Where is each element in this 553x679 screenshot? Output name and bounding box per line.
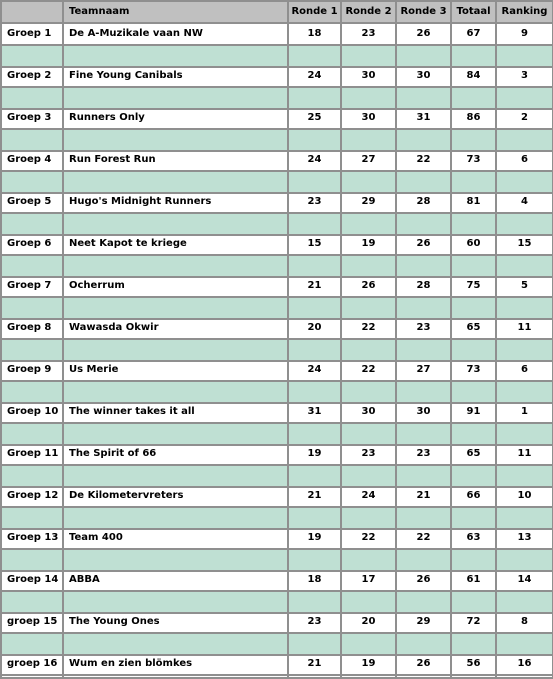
ronde-2-cell: 19 bbox=[361, 658, 376, 669]
ranking-cell: 8 bbox=[521, 616, 528, 627]
grid-line bbox=[0, 548, 553, 550]
ranking-cell: 14 bbox=[517, 574, 532, 585]
spacer-row bbox=[0, 298, 553, 318]
ranking-cell: 1 bbox=[521, 406, 528, 417]
grid-line bbox=[0, 380, 553, 382]
ranking-cell: 15 bbox=[517, 238, 532, 249]
ronde-1-cell: 20 bbox=[307, 322, 322, 333]
header-corner bbox=[2, 2, 62, 22]
ranking-cell: 6 bbox=[521, 364, 528, 375]
team-name-cell: Neet Kapot te kriege bbox=[69, 238, 187, 249]
ronde-1-cell: 18 bbox=[307, 574, 322, 585]
ronde-3-cell: 31 bbox=[416, 112, 431, 123]
group-cell: Groep 7 bbox=[7, 280, 52, 291]
totaal-cell: 84 bbox=[466, 70, 481, 81]
team-name-cell: De Kilometervreters bbox=[69, 490, 184, 501]
spacer-row bbox=[0, 130, 553, 150]
totaal-cell: 65 bbox=[466, 448, 481, 459]
ronde-2-cell: 24 bbox=[361, 490, 376, 501]
grid-line bbox=[0, 44, 553, 46]
ronde-3-cell: 26 bbox=[416, 574, 431, 585]
totaal-cell: 91 bbox=[466, 406, 481, 417]
ronde-1-cell: 24 bbox=[307, 70, 322, 81]
group-cell: groep 16 bbox=[7, 658, 58, 669]
spacer-row bbox=[0, 382, 553, 402]
ronde-2-cell: 22 bbox=[361, 322, 376, 333]
ronde-3-cell: 30 bbox=[416, 406, 431, 417]
spacer-row bbox=[0, 592, 553, 612]
ronde-1-cell: 15 bbox=[307, 238, 322, 249]
grid-line bbox=[0, 422, 553, 424]
group-cell: Groep 11 bbox=[7, 448, 59, 459]
ronde-1-cell: 21 bbox=[307, 658, 322, 669]
spacer-row bbox=[0, 88, 553, 108]
ronde-3-cell: 28 bbox=[416, 196, 431, 207]
team-name-cell: Team 400 bbox=[69, 532, 123, 543]
ronde-2-cell: 29 bbox=[361, 196, 376, 207]
header-ranking: Ranking bbox=[501, 6, 548, 17]
header-ronde-2: Ronde 2 bbox=[345, 6, 392, 17]
group-cell: Groep 6 bbox=[7, 238, 52, 249]
ronde-1-cell: 25 bbox=[307, 112, 322, 123]
grid-line bbox=[0, 254, 553, 256]
group-cell: Groep 5 bbox=[7, 196, 52, 207]
grid-line bbox=[0, 86, 553, 88]
team-name-cell: ABBA bbox=[69, 574, 100, 585]
ronde-3-cell: 21 bbox=[416, 490, 431, 501]
group-cell: Groep 3 bbox=[7, 112, 52, 123]
totaal-cell: 67 bbox=[466, 28, 481, 39]
totaal-cell: 66 bbox=[466, 490, 481, 501]
spacer-row bbox=[0, 214, 553, 234]
ronde-2-cell: 20 bbox=[361, 616, 376, 627]
group-cell: Groep 13 bbox=[7, 532, 59, 543]
ronde-1-cell: 23 bbox=[307, 196, 322, 207]
ranking-cell: 6 bbox=[521, 154, 528, 165]
ronde-1-cell: 21 bbox=[307, 280, 322, 291]
ronde-3-cell: 29 bbox=[416, 616, 431, 627]
ronde-2-cell: 17 bbox=[361, 574, 376, 585]
ronde-2-cell: 22 bbox=[361, 532, 376, 543]
ronde-3-cell: 26 bbox=[416, 658, 431, 669]
ranking-cell: 11 bbox=[517, 448, 532, 459]
header-totaal: Totaal bbox=[456, 6, 491, 17]
ronde-3-cell: 22 bbox=[416, 154, 431, 165]
ronde-1-cell: 24 bbox=[307, 154, 322, 165]
group-cell: Groep 14 bbox=[7, 574, 59, 585]
group-cell: Groep 12 bbox=[7, 490, 59, 501]
group-cell: Groep 2 bbox=[7, 70, 52, 81]
ronde-2-cell: 19 bbox=[361, 238, 376, 249]
totaal-cell: 60 bbox=[466, 238, 481, 249]
spacer-row bbox=[0, 634, 553, 654]
ronde-2-cell: 22 bbox=[361, 364, 376, 375]
ranking-cell: 11 bbox=[517, 322, 532, 333]
ranking-cell: 5 bbox=[521, 280, 528, 291]
group-cell: groep 15 bbox=[7, 616, 58, 627]
grid-line bbox=[0, 296, 553, 298]
ronde-3-cell: 27 bbox=[416, 364, 431, 375]
ronde-1-cell: 19 bbox=[307, 448, 322, 459]
team-name-cell: Ocherrum bbox=[69, 280, 125, 291]
ronde-3-cell: 28 bbox=[416, 280, 431, 291]
team-name-cell: The Spirit of 66 bbox=[69, 448, 157, 459]
grid-line bbox=[0, 128, 553, 130]
group-cell: Groep 9 bbox=[7, 364, 52, 375]
spacer-row bbox=[0, 340, 553, 360]
totaal-cell: 61 bbox=[466, 574, 481, 585]
team-name-cell: Hugo's Midnight Runners bbox=[69, 196, 212, 207]
spacer-row bbox=[0, 550, 553, 570]
ronde-3-cell: 26 bbox=[416, 238, 431, 249]
ronde-2-cell: 30 bbox=[361, 406, 376, 417]
header-ronde-1: Ronde 1 bbox=[291, 6, 338, 17]
grid-line bbox=[0, 338, 553, 340]
team-name-cell: Us Merie bbox=[69, 364, 119, 375]
totaal-cell: 73 bbox=[466, 154, 481, 165]
totaal-cell: 65 bbox=[466, 322, 481, 333]
grid-line bbox=[0, 590, 553, 592]
team-name-cell: De A-Muzikale vaan NW bbox=[69, 28, 203, 39]
spacer-row bbox=[0, 46, 553, 66]
ronde-1-cell: 24 bbox=[307, 364, 322, 375]
ronde-1-cell: 23 bbox=[307, 616, 322, 627]
team-name-cell: Fine Young Canibals bbox=[69, 70, 183, 81]
grid-line bbox=[0, 212, 553, 214]
ronde-3-cell: 23 bbox=[416, 448, 431, 459]
spacer-row bbox=[0, 172, 553, 192]
team-name-cell: Wum en zien blömkes bbox=[69, 658, 193, 669]
spacer-row bbox=[0, 256, 553, 276]
ronde-2-cell: 26 bbox=[361, 280, 376, 291]
grid-line bbox=[0, 632, 553, 634]
ronde-3-cell: 22 bbox=[416, 532, 431, 543]
totaal-cell: 56 bbox=[466, 658, 481, 669]
grid-line bbox=[0, 170, 553, 172]
totaal-cell: 75 bbox=[466, 280, 481, 291]
ronde-2-cell: 23 bbox=[361, 28, 376, 39]
ronde-1-cell: 19 bbox=[307, 532, 322, 543]
totaal-cell: 81 bbox=[466, 196, 481, 207]
team-name-cell: Wawasda Okwir bbox=[69, 322, 159, 333]
grid-line bbox=[0, 674, 553, 676]
totaal-cell: 73 bbox=[466, 364, 481, 375]
ronde-1-cell: 18 bbox=[307, 28, 322, 39]
group-cell: Groep 1 bbox=[7, 28, 52, 39]
totaal-cell: 86 bbox=[466, 112, 481, 123]
ronde-1-cell: 21 bbox=[307, 490, 322, 501]
team-name-cell: Run Forest Run bbox=[69, 154, 156, 165]
spacer-row bbox=[0, 508, 553, 528]
ronde-2-cell: 27 bbox=[361, 154, 376, 165]
ranking-cell: 2 bbox=[521, 112, 528, 123]
group-cell: Groep 10 bbox=[7, 406, 59, 417]
totaal-cell: 72 bbox=[466, 616, 481, 627]
group-cell: Groep 8 bbox=[7, 322, 52, 333]
spacer-row bbox=[0, 466, 553, 486]
ranking-cell: 3 bbox=[521, 70, 528, 81]
ronde-3-cell: 26 bbox=[416, 28, 431, 39]
ronde-2-cell: 23 bbox=[361, 448, 376, 459]
team-name-cell: The winner takes it all bbox=[69, 406, 195, 417]
ronde-2-cell: 30 bbox=[361, 112, 376, 123]
header-teamnaam: Teamnaam bbox=[69, 6, 130, 17]
ranking-cell: 16 bbox=[517, 658, 532, 669]
ronde-1-cell: 31 bbox=[307, 406, 322, 417]
team-name-cell: The Young Ones bbox=[69, 616, 160, 627]
header-ronde-3: Ronde 3 bbox=[400, 6, 447, 17]
team-name-cell: Runners Only bbox=[69, 112, 145, 123]
ronde-3-cell: 30 bbox=[416, 70, 431, 81]
totaal-cell: 63 bbox=[466, 532, 481, 543]
group-cell: Groep 4 bbox=[7, 154, 52, 165]
grid-line bbox=[0, 506, 553, 508]
spacer-row bbox=[0, 424, 553, 444]
grid-line bbox=[0, 464, 553, 466]
ranking-cell: 10 bbox=[517, 490, 532, 501]
ronde-3-cell: 23 bbox=[416, 322, 431, 333]
ranking-cell: 13 bbox=[517, 532, 532, 543]
ronde-2-cell: 30 bbox=[361, 70, 376, 81]
ranking-cell: 9 bbox=[521, 28, 528, 39]
ranking-cell: 4 bbox=[521, 196, 528, 207]
